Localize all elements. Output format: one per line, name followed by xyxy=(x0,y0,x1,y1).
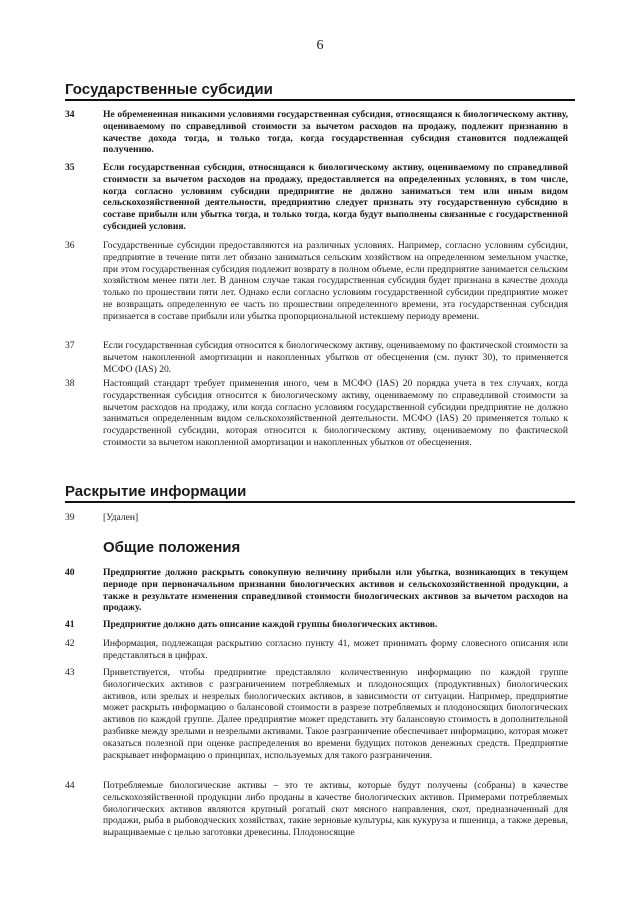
paragraph-37 xyxy=(65,340,568,375)
paragraph-text: Информация, подлежащая раскрытию согласно пункту 41, может принимать форму словесного описания или представляться в цифрах. xyxy=(103,638,568,661)
paragraph-number: 35 xyxy=(65,162,75,173)
paragraph-text: Если государственная субсидия, относящаяся к биологическому активу, оцениваемому по справедливой стоимости за вычетом расходов на продажу, предоставляется на определенных условиях, в том числе, когда согласно условиям субсидии предприятие не должно заниматься тем или иным видом сельскохозяйственной деятельности, предприятию следует признать эту государственную субсидию в составе прибыли или убытка тогда, и только тогда, когда будут выполнены связанные с государственной субсидией условия. xyxy=(103,162,568,232)
page-number: 6 xyxy=(316,38,324,53)
paragraph-35 xyxy=(65,162,568,233)
paragraph-40 xyxy=(65,567,568,614)
paragraph-text: Предприятие должно раскрыть совокупную величину прибыли или убытка, возникающих в текущем периоде при первоначальном признании биологических активов и сельскохозяйственной продукции, а также в результате изменения справедливой стоимости биологических активов за вычетом расходов на продажу. xyxy=(103,567,568,614)
paragraph-number: 36 xyxy=(65,240,75,251)
paragraph-number: 44 xyxy=(65,780,75,791)
paragraph-text: Настоящий стандарт требует применения иного, чем в МСФО (IAS) 20 порядка учета в тех случаях, когда государственная субсидия относится к биологическому активу, оцениваемому по справедливой стоимости за вычетом расходов на продажу, или когда согласно условиям государственной субсидии предприятие не должно заниматься определенным видом сельскохозяйственной деятельности. МСФО (IAS) 20 применяется только к государственной субсидии, которая относится к биологическому активу, оцениваемому по фактической стоимости за вычетом накопленной амортизации и накопленных убытков от обесценения. xyxy=(103,378,568,448)
paragraph-41 xyxy=(65,619,568,631)
paragraph-text: Не обремененная никакими условиями государственная субсидия, относящаяся к биологическому активу, оцениваемому по справедливой стоимости за вычетом расходов на продажу, подлежит признанию в качестве дохода тогда, и только тогда, когда государственная субсидия становится подлежащей получению. xyxy=(103,109,568,156)
section-title-disclosure: Раскрытие информации xyxy=(65,483,575,503)
paragraph-text: Потребляемые биологические активы – это те активы, которые будут получены (собраны) в качестве сельскохозяйственной продукции либо проданы в качестве биологических активов. Примерами потребляемых биологических активов являются крупный рогатый скот мясного направления, скот, предназначенный для продажи, рыба в рыбоводческих хозяйствах, такие зерновые культуры, как кукуруза и пшеница, а также деревья, выращиваемые с целью заготовки древесины. Плодоносящие xyxy=(103,780,568,839)
paragraph-44 xyxy=(65,780,568,839)
paragraph-text: Если государственная субсидия относится к биологическому активу, оцениваемому по фактической стоимости за вычетом накопленной амортизации и накопленных убытков от обесценения (см. пункт 30), то применяется МСФО (IAS) 20. xyxy=(103,340,568,375)
paragraph-number: 43 xyxy=(65,667,75,678)
paragraph-36 xyxy=(65,240,568,323)
paragraph-number: 41 xyxy=(65,619,75,630)
paragraph-42 xyxy=(65,638,568,662)
paragraph-34 xyxy=(65,109,568,156)
paragraph-number: 34 xyxy=(65,109,75,120)
paragraph-number: 37 xyxy=(65,340,75,351)
paragraph-number: 39 xyxy=(65,512,75,523)
paragraph-number: 38 xyxy=(65,378,75,389)
subsection-title-general: Общие положения xyxy=(103,539,241,556)
paragraph-39 xyxy=(65,512,568,524)
paragraph-text: [Удален] xyxy=(103,512,139,523)
paragraph-43 xyxy=(65,667,568,761)
paragraph-text: Приветствуется, чтобы предприятие представляло количественную информацию по каждой группе биологических активов с разграничением потребляемых и плодоносящих (продуктивных) биологических активов, или зрелых и незрелых биологических активов, в зависимости от ситуации. Например, предприятие может раскрыть информацию о балансовой стоимости в разрезе потребляемых и плодоносящих биологических активов по каждой группе. Далее предприятие может представить эту балансовую стоимость в дополнительной разбивке между зрелыми и незрелыми активами. Такое разграничение обеспечивает информацию, которая может оказаться полезной при оценке распределения во времени будущих потоков денежных средств. Предприятие раскрывает информацию о принципах, используемых для такого разграничения. xyxy=(103,667,568,761)
paragraph-text: Предприятие должно дать описание каждой группы биологических активов. xyxy=(103,619,438,630)
paragraph-number: 42 xyxy=(65,638,75,649)
section-title-government-grants: Государственные субсидии xyxy=(65,81,575,101)
paragraph-text: Государственные субсидии предоставляются на различных условиях. Например, согласно условиям субсидии, предприятие в течение пяти лет обязано заниматься сельским хозяйством на определенном земельном участке, при этом государственная субсидия подлежит возврату в полном объеме, если предприятие занимается сельским хозяйством менее пяти лет. В данном случае такая государственная субсидия будет признана в качестве дохода только по прошествии пяти лет. Однако если согласно условиям государственной субсидии предприятие может не возвращать определенную ее часть по прошествии определенного времени, эта государственная субсидия признается в составе прибыли или убытка пропорциональной истекшему периоду времени. xyxy=(103,240,568,322)
paragraph-38 xyxy=(65,378,568,449)
paragraph-number: 40 xyxy=(65,567,75,578)
